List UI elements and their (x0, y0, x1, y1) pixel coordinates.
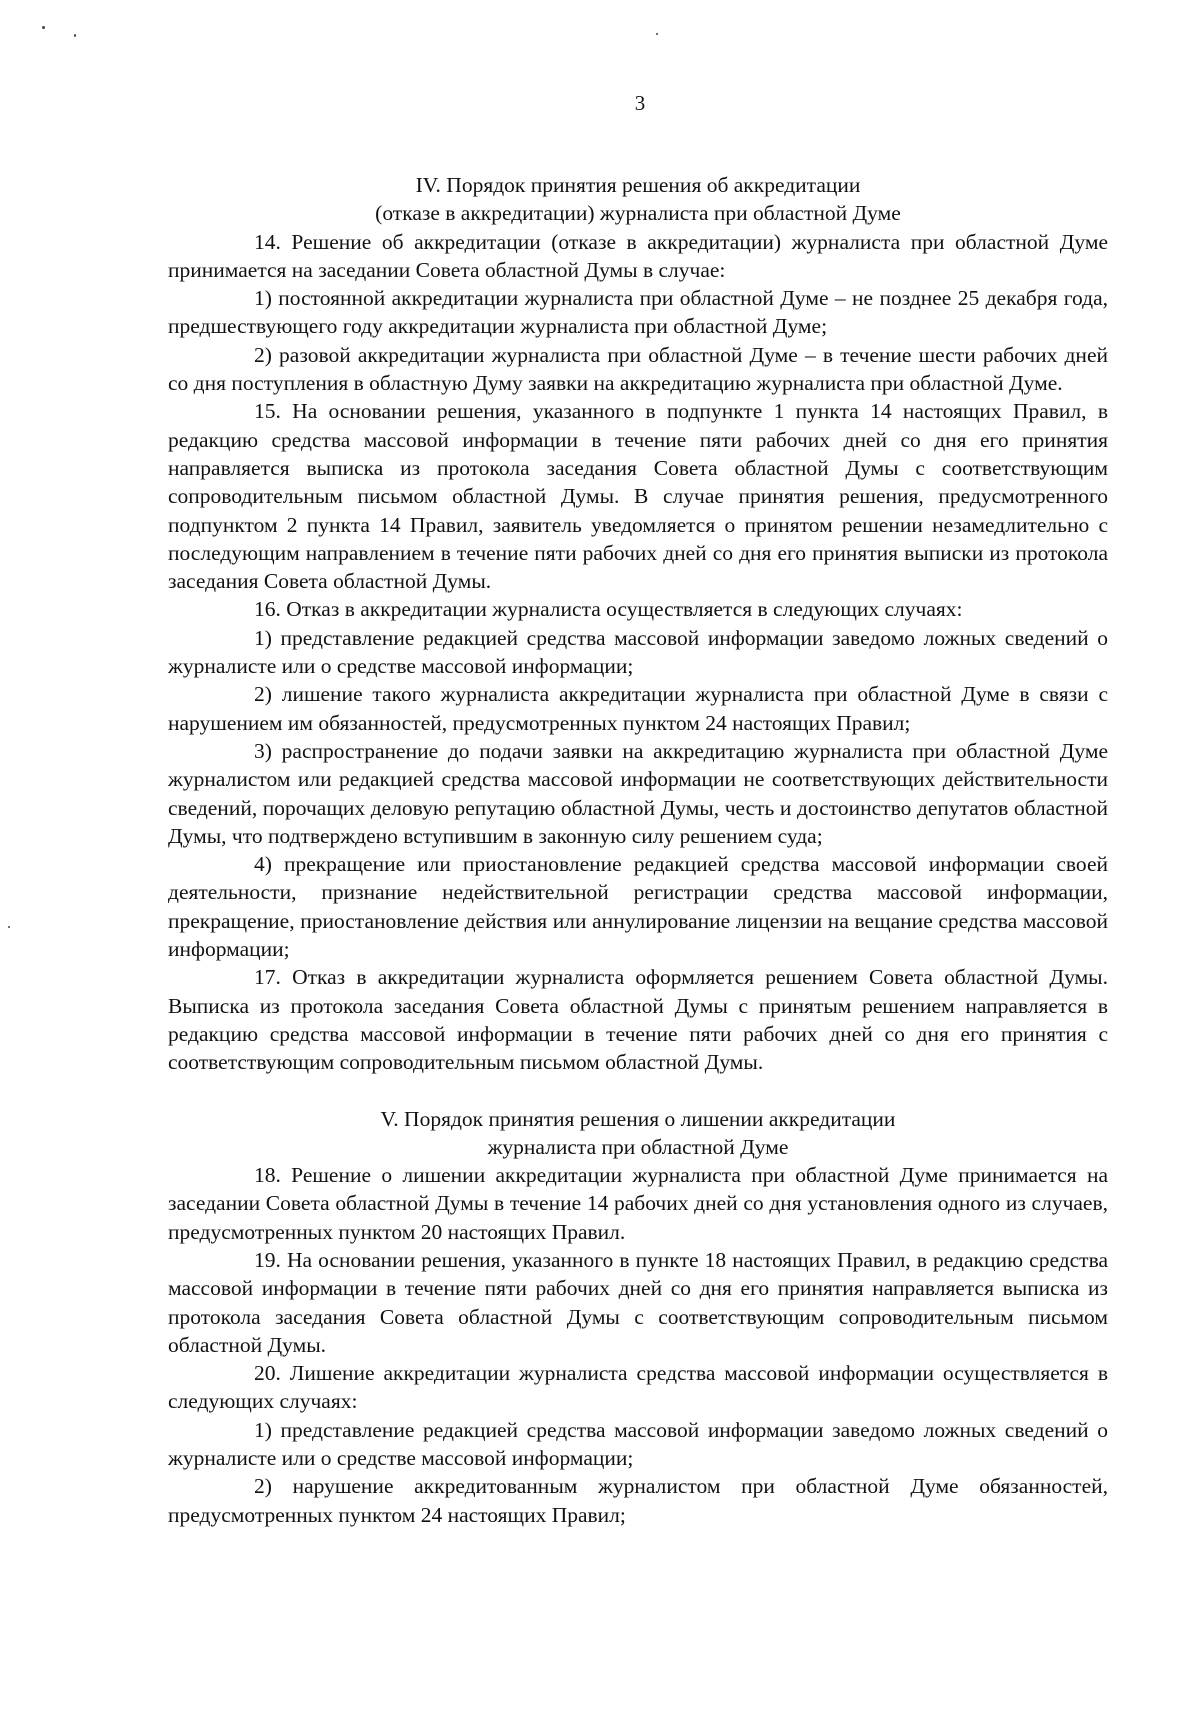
paragraph-16-4: 4) прекращение или приостановление редакцией средства массовой информации своей деятельности, признание недействительной регистрации средства массовой информации, прекращение, приостановление действия или аннулирование лицензии на вещание средства массовой информации; (168, 852, 1108, 962)
scan-speck (8, 926, 10, 928)
paragraph-14-1: 1) постоянной аккредитации журналиста при областной Думе – не позднее 25 декабря года, предшествующего году аккредитации журналиста при областной Думе; (168, 286, 1108, 339)
scan-speck (74, 34, 76, 37)
scan-speck (42, 26, 45, 29)
scan-speck (656, 33, 658, 35)
section-gap (168, 1077, 1108, 1105)
paragraph-20: 20. Лишение аккредитации журналиста средства массовой информации осуществляется в следующих случаях: (168, 1361, 1108, 1414)
page-number: 3 (634, 91, 646, 115)
section-5-title-line2: журналиста при областной Думе (487, 1134, 789, 1159)
paragraph-18: 18. Решение о лишении аккредитации журналиста при областной Думе принимается на заседании Совета областной Думы в течение 14 рабочих дней со дня установления одного из случаев, предусмотренных пунктом 20 настоящих Правил. (168, 1163, 1108, 1244)
document-body (168, 171, 1108, 1529)
paragraph-14: 14. Решение об аккредитации (отказе в аккредитации) журналиста при областной Думе принимается на заседании Совета областной Думы в случае: (168, 229, 1108, 282)
paragraph-19: 19. На основании решения, указанного в пункте 18 настоящих Правил, в редакцию средства массовой информации в течение пяти рабочих дней со дня его принятия направляется выписка из протокола заседания Совета областной Думы с соответствующим сопроводительным письмом областной Думы. (168, 1247, 1108, 1357)
section-4-title-line1: IV. Порядок принятия решения об аккредитации (415, 173, 861, 197)
paragraph-16: 16. Отказ в аккредитации журналиста осуществляется в следующих случаях: (254, 597, 963, 622)
section-5-title-line1: V. Порядок принятия решения о лишении аккредитации (380, 1106, 896, 1131)
paragraph-15: 15. На основании решения, указанного в подпункте 1 пункта 14 настоящих Правил, в редакцию средства массовой информации в течение пяти рабочих дней со дня его принятия направляется выписка из протокола заседания Совета областной Думы с соответствующим сопроводительным письмом областной Думы. В случае принятия решения, предусмотренного подпунктом 2 пункта 14 Правил, заявитель уведомляется о принятом решении незамедлительно с последующим направлением в течение пяти рабочих дней со дня его принятия выписки из протокола заседания Совета областной Думы. (168, 399, 1108, 594)
paragraph-14-2: 2) разовой аккредитации журналиста при областной Думе – в течение шести рабочих дней со дня поступления в областную Думу заявки на аккредитацию журналиста при областной Думе. (168, 342, 1108, 396)
section-4-title-line2: (отказе в аккредитации) журналиста при областной Думе (375, 201, 901, 226)
paragraph-16-1: 1) представление редакцией средства массовой информации заведомо ложных сведений о журналисте или о средстве массовой информации; (168, 625, 1108, 679)
paragraph-20-1: 1) представление редакцией средства массовой информации заведомо ложных сведений о журналисте или о средстве массовой информации; (168, 1417, 1108, 1471)
paragraph-16-2: 2) лишение такого журналиста аккредитации журналиста при областной Думе в связи с нарушением им обязанностей, предусмотренных пунктом 24 настоящих Правил; (168, 682, 1108, 735)
paragraph-20-2: 2) нарушение аккредитованным журналистом при областной Думе обязанностей, предусмотренных пунктом 24 настоящих Правил; (168, 1474, 1108, 1527)
paragraph-17: 17. Отказ в аккредитации журналиста оформляется решением Совета областной Думы. Выписка из протокола заседания Совета областной Думы с принятым решением направляется в редакцию средства массовой информации в течение пяти рабочих дней со дня его принятия с соответствующим сопроводительным письмом областной Думы. (168, 965, 1108, 1075)
paragraph-16-3: 3) распространение до подачи заявки на аккредитацию журналиста при областной Думе журналистом или редакцией средства массовой информации не соответствующих действительности сведений, порочащих деловую репутацию областной Думы, честь и достоинство депутатов областной Думы, что подтверждено вступившим в законную силу решением суда; (168, 738, 1108, 848)
